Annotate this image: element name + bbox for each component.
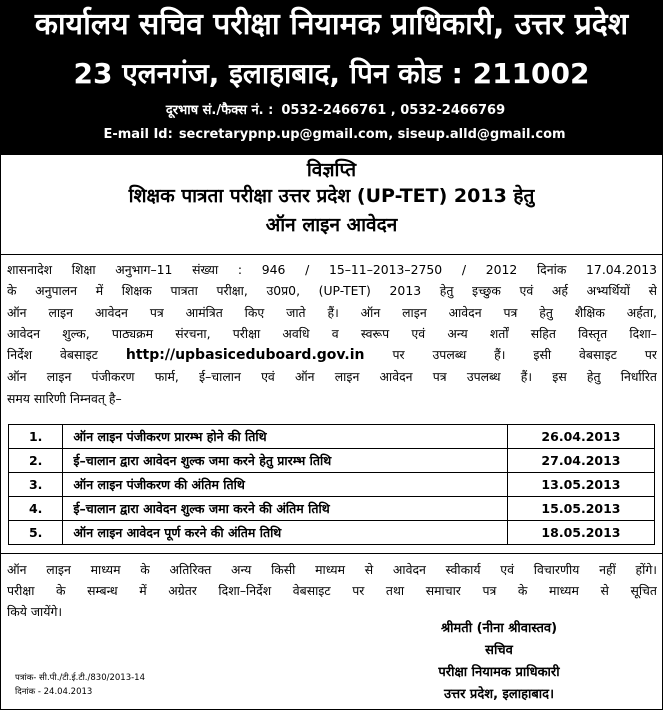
notice-title: विज्ञप्ति bbox=[306, 159, 357, 181]
row-event: ऑन लाइन आवेदन पूर्ण करने की अंतिम तिथि bbox=[63, 521, 508, 545]
email-line bbox=[1, 126, 662, 144]
email-label: E-mail Id: bbox=[103, 127, 173, 142]
notice-subtitle-online: ऑन लाइन आवेदन bbox=[265, 214, 398, 236]
row-number: 1. bbox=[9, 425, 63, 449]
notice-body bbox=[7, 259, 657, 409]
website-link[interactable]: http://upbasiceduboard.gov.in bbox=[125, 347, 365, 364]
table-row bbox=[9, 473, 655, 497]
signatory-location: उत्तर प्रदेश, इलाहाबाद। bbox=[443, 687, 554, 702]
table-row bbox=[9, 521, 655, 545]
body-line: आवेदन शुल्क, पाठ्यक्रम संरचना, परीक्षा अवधि व स्वरूप एवं अन्य शर्तों सहित विस्तृत दिशा– bbox=[7, 325, 657, 341]
body-line: ऑन लाइन पंजीकरण फार्म, ई–चालान एवं ऑन लाइन आवेदन पत्र उपलब्ध हैं। इस हेतु निर्धारित bbox=[7, 369, 657, 385]
row-event: ऑन लाइन पंजीकरण प्रारम्भ होने की तिथि bbox=[63, 425, 508, 449]
body-text: पर उपलब्ध हैं। इसी वेबसाइट पर bbox=[392, 347, 657, 363]
row-date: 27.04.2013 bbox=[507, 449, 654, 473]
table-row bbox=[9, 425, 655, 449]
table-row bbox=[9, 449, 655, 473]
reference-block bbox=[15, 671, 145, 699]
row-event: ई–चालान द्वारा आवेदन शुल्क जमा करने हेतु प्रारम्भ तिथि bbox=[63, 449, 508, 473]
footer-line: ऑन लाइन माध्यम के अतिरिक्त अन्य किसी माध्यम से आवेदन स्वीकार्य एवं विचारणीय नहीं होंगे। bbox=[7, 562, 657, 577]
body-line-website bbox=[7, 344, 657, 366]
row-event: ऑन लाइन पंजीकरण की अंतिम तिथि bbox=[63, 473, 508, 497]
row-number: 3. bbox=[9, 473, 63, 497]
divider bbox=[1, 553, 662, 554]
office-name: कार्यालय सचिव परीक्षा नियामक प्राधिकारी, उत्तर प्रदेश bbox=[34, 7, 629, 42]
reference-date: दिनांक - 24.04.2013 bbox=[15, 687, 93, 697]
body-line: के अनुपालन में शिक्षक पात्रता परीक्षा, उ0प्र0, (UP-TET) 2013 हेतु इच्छुक एवं अर्ह अभ्यर्थियों से bbox=[7, 283, 657, 299]
phone-line bbox=[1, 102, 662, 120]
notice-subtitle: शिक्षक पात्रता परीक्षा उत्तर प्रदेश (UP-TET) 2013 हेतु bbox=[128, 185, 535, 207]
footer-line: किये जायेंगे। bbox=[7, 604, 63, 619]
schedule-table bbox=[8, 424, 655, 545]
footer-line: परीक्षा के सम्बन्ध में अग्रेतर दिशा–निर्देश वेबसाइट पर तथा समाचार पत्र के माध्यम से सूचित bbox=[7, 583, 657, 598]
row-date: 15.05.2013 bbox=[507, 497, 654, 521]
signatory-designation: सचिव bbox=[485, 643, 513, 658]
signatory-office: परीक्षा नियामक प्राधिकारी bbox=[438, 665, 560, 680]
body-line: ऑन लाइन आवेदन पत्र आमंत्रित किए जाते हैं। ऑन लाइन आवेदन पत्र हेतु शैक्षिक अर्हता, bbox=[7, 304, 657, 320]
body-text: निर्देश वेबसाइट bbox=[7, 347, 98, 363]
body-line: समय सारिणी निम्नवत् है– bbox=[7, 390, 122, 406]
table-row bbox=[9, 497, 655, 521]
row-number: 2. bbox=[9, 449, 63, 473]
body-line: शासनादेश शिक्षा अनुभाग–11 संख्या : 946 / 15–11–2013–2750 / 2012 दिनांक 17.04.2013 bbox=[7, 262, 657, 277]
row-number: 5. bbox=[9, 521, 63, 545]
reference-number: पत्रांक- सी.पी./टी.ई.टी./830/2013-14 bbox=[15, 673, 145, 683]
signatory-name: श्रीमती (नीना श्रीवास्तव) bbox=[440, 621, 558, 636]
email-addresses: secretarypnp.up@gmail.com, siseup.alld@gmail.com bbox=[178, 127, 566, 142]
row-number: 4. bbox=[9, 497, 63, 521]
phone-numbers: 0532-2466761 , 0532-2466769 bbox=[281, 103, 506, 118]
office-address: 23 एलनगंज, इलाहाबाद, पिन कोड : 211002 bbox=[73, 57, 590, 90]
row-date: 26.04.2013 bbox=[507, 425, 654, 449]
divider bbox=[1, 254, 662, 255]
signatory-block bbox=[386, 618, 612, 706]
row-date: 13.05.2013 bbox=[507, 473, 654, 497]
notice-footer bbox=[7, 559, 657, 622]
phone-label: दूरभाष सं./फैक्स नं. : bbox=[165, 103, 274, 118]
row-date: 18.05.2013 bbox=[507, 521, 654, 545]
row-event: ई–चालान द्वारा आवेदन शुल्क जमा करने की अंतिम तिथि bbox=[63, 497, 508, 521]
office-header bbox=[1, 1, 662, 155]
